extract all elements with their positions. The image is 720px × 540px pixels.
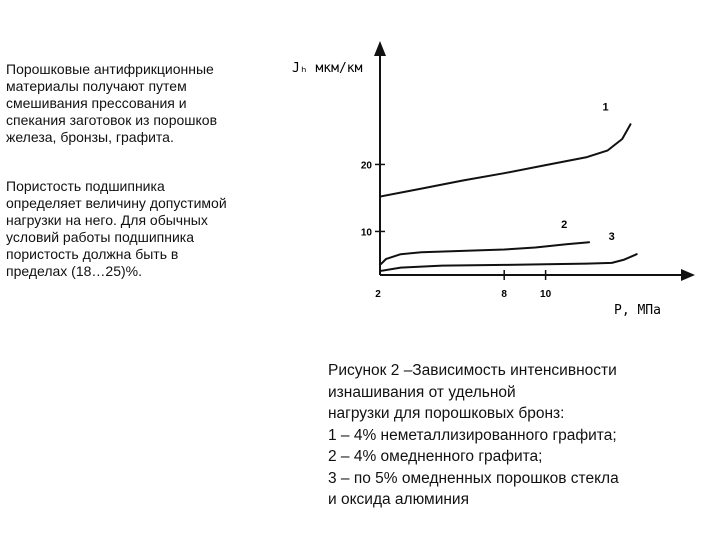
series-line-1: [380, 124, 631, 196]
figure-caption: Рисунок 2 –Зависимость интенсивности изнашивания от удельной нагрузки для порошковых бронз: 1 – 4% неметаллизированного графита; 2 – 4% омедненного графита; 3 – по 5% омедненных порошков стекла и оксида алюминия: [328, 362, 619, 508]
y-axis-arrow: [374, 41, 386, 56]
x-axis-arrow: [681, 269, 695, 281]
x-tick-label: 10: [540, 289, 552, 300]
series-label-3: 3: [608, 231, 615, 244]
y-tick-label: 10: [360, 227, 372, 239]
series-line-3: [380, 254, 637, 271]
chart-axes: [374, 41, 695, 281]
x-tick-label: 2: [375, 289, 381, 300]
chart-series: [380, 101, 637, 271]
y-axis-label: Jₕ мкм/км: [292, 61, 363, 76]
intro-paragraph: Порошковые антифрикционные материалы получают путем смешивания прессования и спекания заготовок из порошков железа, бронзы, графита.: [6, 61, 218, 145]
y-tick-label: 20: [360, 160, 372, 172]
x-axis-label: P, МПа: [614, 303, 661, 318]
porosity-paragraph: Пористость подшипника определяет величину допустимой нагрузки на него. Для обычных условий работы подшипника пористость должна быть в пределах (18…25)%.: [6, 178, 227, 279]
x-tick-label: 8: [501, 289, 507, 300]
series-line-2: [380, 242, 589, 265]
series-label-1: 1: [602, 101, 609, 114]
series-label-2: 2: [561, 219, 568, 232]
